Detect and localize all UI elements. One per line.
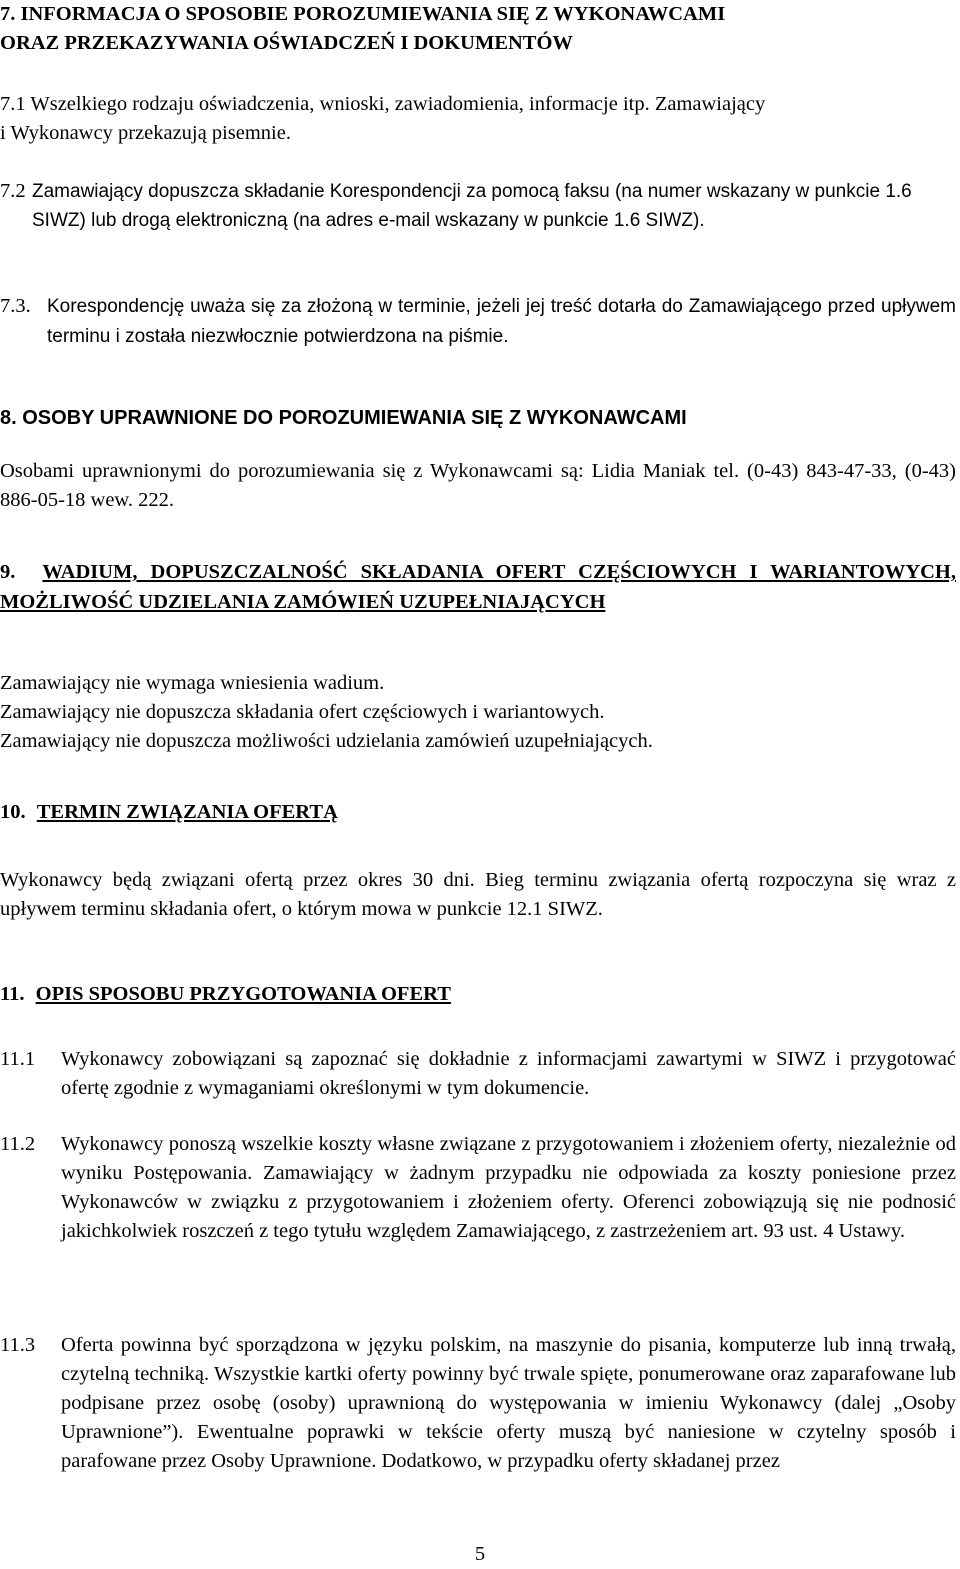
paragraph-7-2-number: 7.2 bbox=[0, 180, 26, 202]
paragraph-11-2-number: 11.2 bbox=[0, 1133, 36, 1155]
section-10-heading-text: TERMIN ZWIĄZANIA OFERTĄ bbox=[36, 801, 338, 823]
section-7-heading-line2: ORAZ PRZEKAZYWANIA OŚWIADCZEŃ I DOKUMENTÓW bbox=[0, 31, 573, 54]
paragraph-11-2-text: Wykonawcy ponoszą wszelkie koszty własne związane z przygotowaniem i złożeniem oferty, niezależnie od wyniku Postępowania. Zamawiający w żadnym przypadku nie odpowiada za koszty poniesione przez Wykonawców w związku z przygotowaniem i złożeniem oferty. Oferenci zobowiązują się nie podnosić jakichkolwiek roszczeń z tego tytułu względem Zamawiającego, z zastrzeżeniem art. 93 ust. 4 Ustawy. bbox=[61, 1133, 956, 1242]
section-9-heading-text: WADIUM, DOPUSZCZALNOŚĆ SKŁADANIA OFERT CZĘŚCIOWYCH I WARIANTOWYCH, MOŻLIWOŚĆ UDZIELANIA ZAMÓWIEŃ UZUPEŁNIAJĄCYCH bbox=[0, 561, 957, 613]
section-10-heading-number: 10. bbox=[0, 801, 26, 823]
paragraph-7-1-line1: 7.1 Wszelkiego rodzaju oświadczenia, wnioski, zawiadomienia, informacje itp. Zamawiający bbox=[0, 93, 766, 115]
section-9-heading-number: 9. bbox=[0, 561, 16, 583]
section-11-heading-text: OPIS SPOSOBU PRZYGOTOWANIA OFERT bbox=[35, 983, 451, 1005]
paragraph-7-1-line2: i Wykonawcy przekazują pisemnie. bbox=[0, 121, 291, 144]
paragraph-11-1-number: 11.1 bbox=[0, 1048, 36, 1070]
paragraph-11-3-number: 11.3 bbox=[0, 1334, 36, 1356]
section-11-heading-number: 11. bbox=[0, 983, 25, 1005]
section-10-heading bbox=[0, 798, 338, 827]
section-9-body bbox=[0, 669, 956, 756]
page-number: 5 bbox=[474, 1543, 486, 1565]
section-7-heading bbox=[0, 0, 956, 57]
section-11-heading bbox=[0, 980, 451, 1009]
section-7-heading-line1: 7. INFORMACJA O SPOSOBIE POROZUMIEWANIA SIĘ Z WYKONAWCAMI bbox=[0, 3, 726, 25]
paragraph-7-2-text: Zamawiający dopuszcza składanie Korespondencji za pomocą faksu (na numer wskazany w punkcie 1.6 SIWZ) lub drogą elektroniczną (na adres e-mail wskazany w punkcie 1.6 SIWZ). bbox=[32, 181, 912, 231]
paragraph-7-3-number: 7.3. bbox=[0, 295, 31, 317]
section-8-heading: 8. OSOBY UPRAWNIONE DO POROZUMIEWANIA SIĘ Z WYKONAWCAMI bbox=[0, 407, 687, 429]
paragraph-7-1 bbox=[0, 90, 956, 147]
section-9-line1: Zamawiający nie wymaga wniesienia wadium. bbox=[0, 672, 385, 694]
section-10-text: Wykonawcy będą związani ofertą przez okres 30 dni. Bieg terminu związania ofertą rozpoczyna się wraz z upływem terminu składania ofert, o którym mowa w punkcie 12.1 SIWZ. bbox=[0, 869, 956, 920]
section-9-heading bbox=[0, 557, 956, 617]
paragraph-11-3-text: Oferta powinna być sporządzona w języku polskim, na maszynie do pisania, komputerze lub inną trwałą, czytelną techniką. Wszystkie kartki oferty powinny być trwale spięte, ponumerowane oraz zaparafowane lub podpisane przez osobę (osoby) uprawnioną do występowania w imieniu Wykonawcy (dalej „Osoby Uprawnione”). Ewentualne poprawki w tekście oferty muszą być naniesione w czytelny sposób i parafowane przez Osoby Uprawnione. Dodatkowo, w przypadku oferty składanej przez bbox=[61, 1334, 956, 1472]
section-9-line3: Zamawiający nie dopuszcza możliwości udzielania zamówień uzupełniających. bbox=[0, 730, 653, 752]
paragraph-11-1-text: Wykonawcy zobowiązani są zapoznać się dokładnie z informacjami zawartymi w SIWZ i przygotować ofertę zgodnie z wymaganiami określonymi w tym dokumencie. bbox=[61, 1048, 956, 1099]
paragraph-7-3-text: Korespondencję uważa się za złożoną w terminie, jeżeli jej treść dotarła do Zamawiającego przed upływem terminu i została niezwłocznie potwierdzona na piśmie. bbox=[47, 296, 956, 347]
section-9-line2: Zamawiający nie dopuszcza składania ofert częściowych i wariantowych. bbox=[0, 701, 605, 723]
section-8-text: Osobami uprawnionymi do porozumiewania się z Wykonawcami są: Lidia Maniak tel. (0-43) 843-47-33, (0-43) 886-05-18 wew. 222. bbox=[0, 460, 956, 511]
